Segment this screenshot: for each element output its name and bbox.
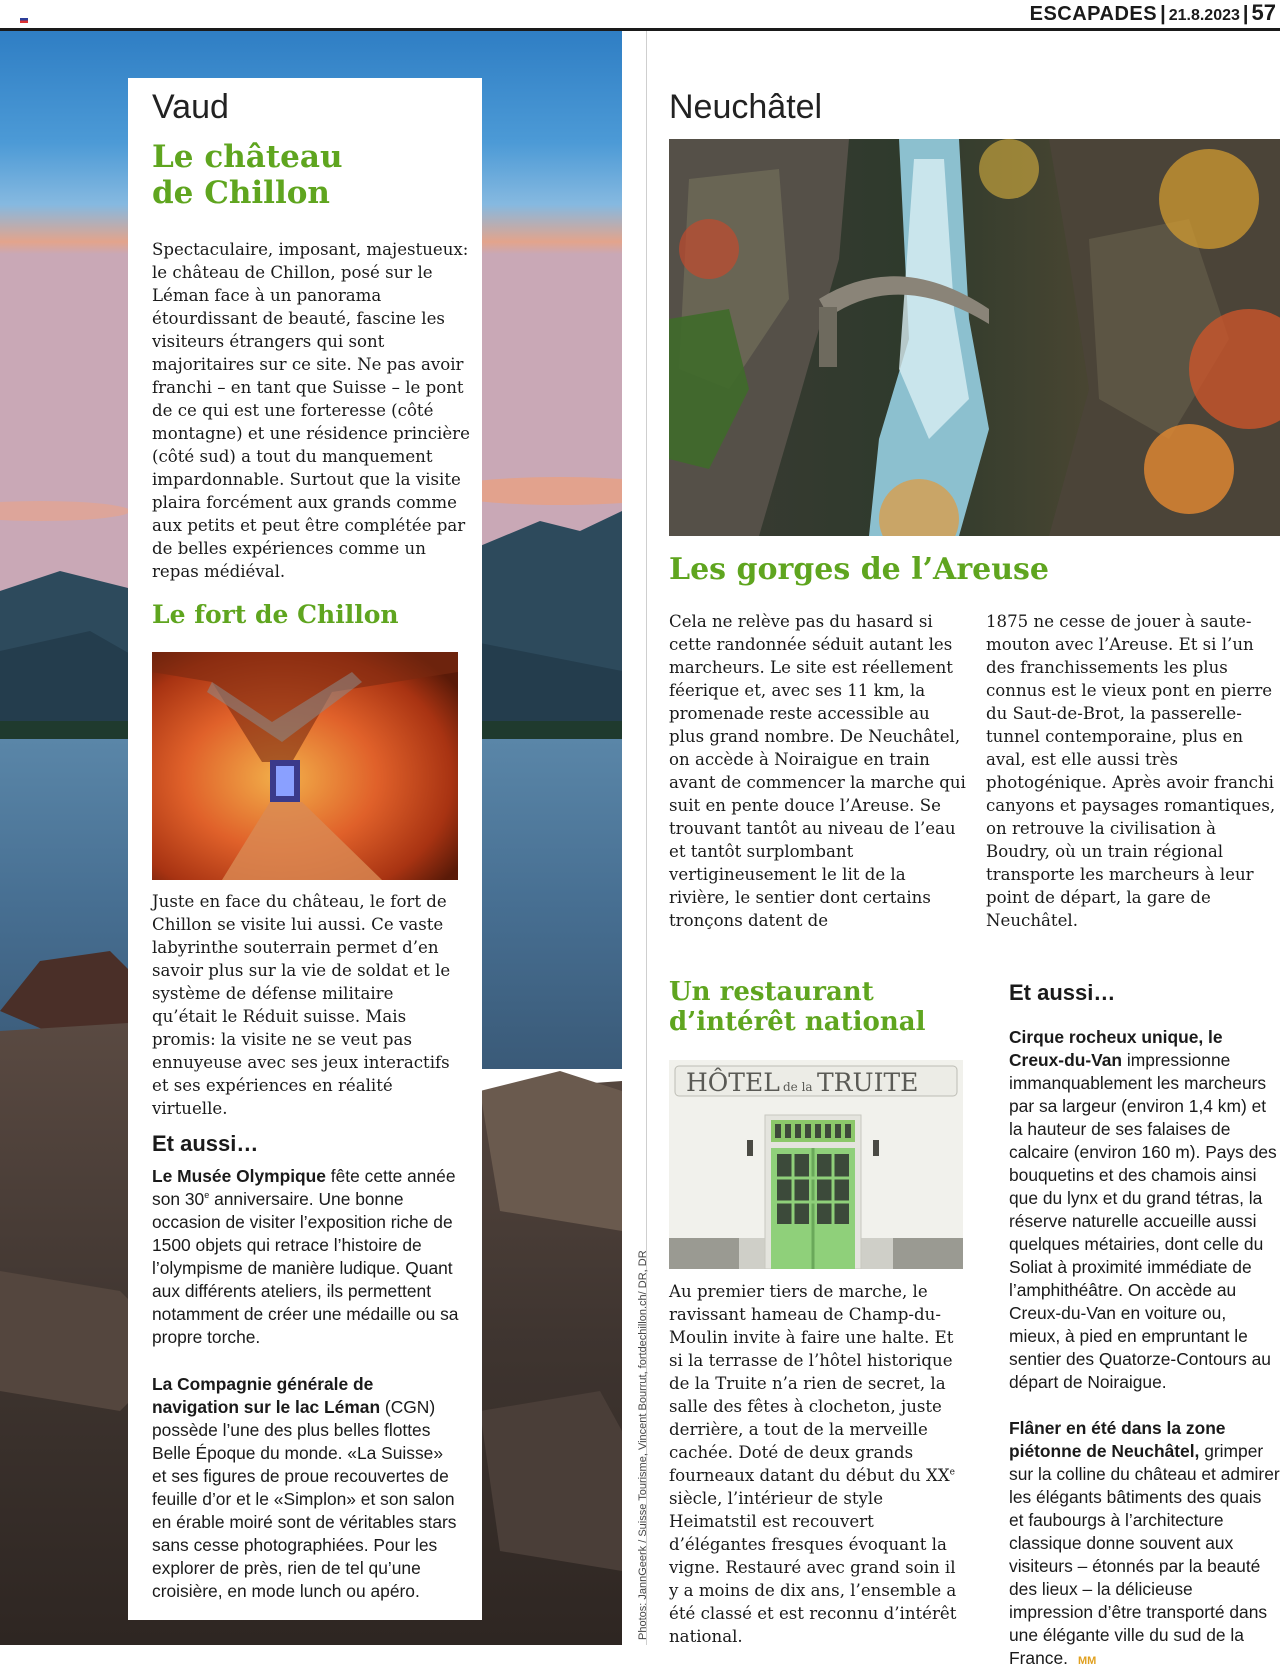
- pedestrian-zone-lead: Flâner en été dans la zone piétonne de Neuchâtel,: [1009, 1418, 1226, 1461]
- restaurant-title-line1: Un restaurant: [669, 977, 874, 1007]
- author-signature: MM: [1077, 1655, 1097, 1667]
- photo-credit: Photos: JannGeerk / Suisse Tourisme, Vincent Bourrut, fortdechillon.ch/ DR, DR: [637, 1250, 649, 1640]
- hotel-sign-hotel: HÔTEL: [686, 1068, 780, 1097]
- fort-tunnel-photo: [152, 652, 458, 880]
- header-label: ESCAPADES | 21.8.2023 | 57: [1029, 0, 1276, 25]
- chillon-fort-text: Juste en face du château, le fort de Chillon se visite lui aussi. Ce vaste labyrinthe souterrain permet d’en savoir plus sur la vie de soldat et le système de défense militaire qu’était le Réduit suisse. Mais promis: la visite ne se veut pas ennuyeuse avec ses jeux interactifs et ses expériences en réalité virtuelle.: [152, 892, 451, 1118]
- hotel-sign-dela: de la: [783, 1080, 813, 1094]
- section-name: ESCAPADES: [1029, 3, 1158, 25]
- gorges-text-column-2: 1875 ne cesse de jouer à saute-mouton avec l’Areuse. Et si l’un des franchissements les plus connus est le vieux pont en pierre du Saut-de-Brot, la passerelle-tunnel contemporaine, plus en aval, est elle aussi très photogénique. Après avoir franchi canyons et paysages romantiques, on retrouve la civilisation à Boudry, où un train régional transporte les marcheurs à leur point de départ, la gare de Neuchâtel.: [986, 612, 1276, 930]
- cgn-fleet-text: La Compagnie générale de navigation sur le lac Léman (CGN) possède l’une des plus belles flottes Belle Époque du monde. «La Suisse» et ses figures de proue recouvertes de feuille d’or et le «Simplon» et son salon en érable moiré sont de véritables stars sans cesse photographiées. Pour les explorer de près, rien de tel qu’une croisière, en mode lunch ou apéro.: [152, 1374, 457, 1601]
- region-label-neuchatel: Neuchâtel: [669, 88, 823, 126]
- chillon-fort-heading: Le fort de Chillon: [152, 600, 399, 629]
- pedestrian-zone-text: Flâner en été dans la zone piétonne de Neuchâtel, grimper sur la colline du château et admirer les élégants bâtiments des quais et faubourgs à l’architecture classique donne souvent aux visiteurs – étonnés par la beauté des lieux – la délicieuse impression d’être transporté dans une élégante ville du sud de la France. MM: [1009, 1418, 1280, 1668]
- chillon-title-line2: de Chillon: [152, 174, 330, 211]
- restaurant-title-line2: d’intérêt national: [669, 1006, 926, 1037]
- cgn-lead: La Compagnie générale de navigation sur le lac Léman: [152, 1374, 381, 1417]
- region-label-vaud: Vaud: [152, 88, 229, 126]
- vaud-panel: [128, 78, 482, 1620]
- chillon-title-line1: Le château: [152, 139, 343, 175]
- gorges-text-column-1: Cela ne relève pas du hasard si cette randonnée séduit autant les marcheurs. Le site est réellement féerique et, avec ses 11 km, la promenade reste accessible au plus grand nombre. De Neuchâtel, on accède à Noiraigue en train avant de commencer la marche qui suit en pente douce l’Areuse. Se trouvant tantôt au niveau de l’eau et tantôt surplombant vertigineusement le lit de la rivière, le sentier dont certains tronçons datent de: [669, 612, 966, 930]
- olympic-museum-lead: Le Musée Olympique: [152, 1166, 326, 1186]
- chillon-castle-text: Spectaculaire, imposant, majestueux: le château de Chillon, posé sur le Léman face à un panorama étourdissant de beauté, fascine les visiteurs étrangers qui sont majoritaires sur ce site. Ne pas avoir franchi – en tant que Suisse – le pont de ce qui est une forteresse (côté montagne) et une résidence princière (côté sud) a tout du manquement impardonnable. Surtout que la visite plaira forcément aux grands comme aux petits et peut être complétée par de belles expériences comme un repas médiéval.: [152, 240, 470, 581]
- olympic-museum-text: Le Musée Olympique fête cette année son 30e anniversaire. Une bonne occasion de visiter l’exposition riche de 1500 objets qui retrace l’histoire de l’olympisme de manière ludique. Quant aux différents ateliers, ils permettent notamment de créer une médaille ou sa propre torche.: [152, 1166, 459, 1347]
- vaud-also-heading: Et aussi…: [152, 1131, 259, 1156]
- restaurant-text: Au premier tiers de marche, le ravissant hameau de Champ-du-Moulin invite à faire une halte. Et si la terrasse de l’hôtel historique de la Truite n’a rien de secret, la salle des fêtes à clocheton, juste derrière, a tout de la merveille cachée. Doté de deux grands fourneaux datant du début du XXe siècle, l’intérieur de style Heimatstil est recouvert d’élégantes fresques évoquant la vigne. Restauré avec grand soin il y a moins de dix ans, l’ensemble a été classé et est reconnu d’intérêt national.: [669, 1282, 957, 1646]
- hotel-truite-photo: [669, 1060, 963, 1269]
- chillon-castle-heading: [152, 140, 472, 211]
- areuse-gorges-heading: Les gorges de l’Areuse: [669, 552, 1050, 587]
- flag-icon: [20, 18, 28, 23]
- creux-du-van-lead: Cirque rocheux unique, le Creux-du-Van: [1009, 1027, 1223, 1070]
- creux-du-van-text: Cirque rocheux unique, le Creux-du-Van impressionne immanquablement les marcheurs par sa largeur (environ 1,4 km) et la hauteur de ses falaises de calcaire (environ 160 m). Pays des bouquetins et des chamois ainsi que du lynx et du grand tétras, la réserve naturelle accueille aussi quelques métairies, dont celle du Soliat à proximité immédiate de l’amphithéâtre. On accède au Creux-du-Van en voiture ou, mieux, à pied en empruntant le sentier des Quatorze-Contours au départ de Noiraigue.: [1009, 1027, 1277, 1392]
- areuse-gorges-photo: [669, 139, 1280, 536]
- page-header: [0, 0, 1280, 31]
- issue-date: 21.8.2023: [1168, 7, 1240, 24]
- restaurant-heading: [669, 978, 969, 1038]
- neuchatel-also-heading: Et aussi…: [1009, 980, 1116, 1005]
- hotel-sign-truite: TRUITE: [817, 1068, 919, 1097]
- page-number: 57: [1251, 0, 1276, 25]
